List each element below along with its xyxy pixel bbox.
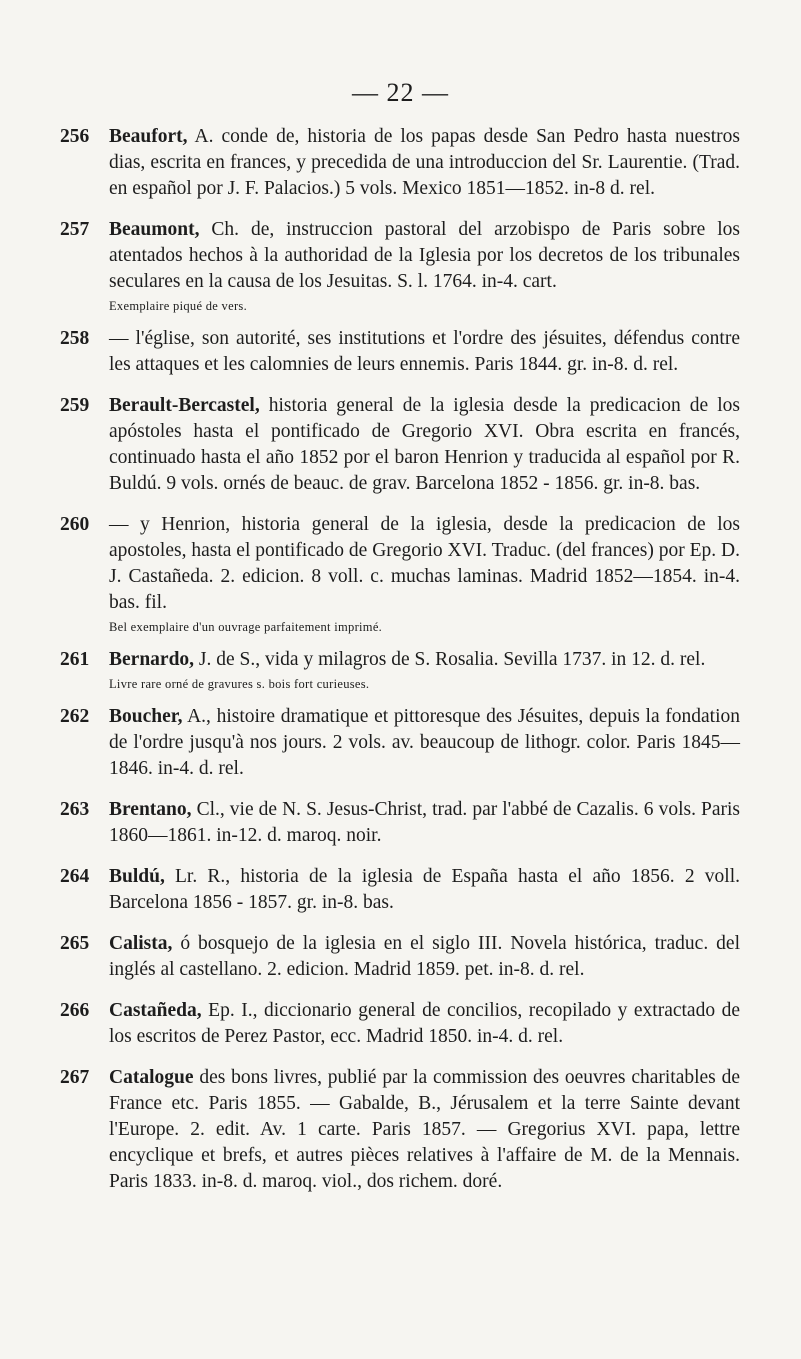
entry-text — [109, 864, 740, 916]
entry-number: 261 — [60, 649, 90, 670]
entry-number: 257 — [60, 219, 90, 240]
entry-number: 263 — [60, 799, 90, 820]
entry-text — [109, 393, 740, 497]
entry-author: Beaufort, — [109, 126, 188, 147]
entry-number: 267 — [60, 1067, 90, 1088]
entry-text — [109, 998, 740, 1050]
entry-text — [109, 124, 740, 202]
entry-number: 256 — [60, 126, 90, 147]
entry-description: A. conde de, historia de los papas desde San Pedro hasta nuestros dias, escrita en frances, y precedida de una introduccion del Sr. Laurentie. (Trad. en español por J. F. Palacios.) 5 vols. Mexico 1851—1852. in-8 d. rel. — [109, 126, 740, 199]
entry-description: Ch. de, instruccion pastoral del arzobispo de Paris sobre los atentados hechos à la authoridad de la Iglesia por los decretos de los tribunales seculares en la causa de los Jesuitas. S. l. 1764. in-4. cart. — [109, 219, 740, 292]
catalogue-entry — [60, 326, 740, 378]
entry-author: Brentano, — [109, 799, 192, 820]
catalogue-entry — [60, 864, 740, 916]
entry-description: J. de S., vida y milagros de S. Rosalia. Sevilla 1737. in 12. d. rel. — [194, 649, 706, 670]
entry-author: Boucher, — [109, 706, 183, 727]
entry-number: 260 — [60, 514, 90, 535]
entry-author: Berault-Bercastel, — [109, 395, 260, 416]
catalogue-entry — [60, 647, 740, 693]
entry-author: Castañeda, — [109, 1000, 202, 1021]
entry-description: Ep. I., diccionario general de concilios, recopilado y extractado de los escritos de Perez Pastor, ecc. Madrid 1850. in-4. d. rel. — [109, 1000, 740, 1047]
entry-number: 265 — [60, 933, 90, 954]
entry-note: Bel exemplaire d'un ouvrage parfaitement imprimé. — [109, 620, 383, 634]
entry-text — [109, 647, 740, 673]
entry-text — [109, 704, 740, 782]
catalogue-entry — [60, 931, 740, 983]
catalogue-entry — [60, 797, 740, 849]
entry-text — [109, 512, 740, 616]
entry-author: Bernardo, — [109, 649, 195, 670]
entry-number: 259 — [60, 395, 90, 416]
entry-note: Livre rare orné de gravures s. bois fort curieuses. — [109, 677, 370, 691]
entry-description: historia general de la iglesia desde la predicacion de los apóstoles hasta el pontificado de Gregorio XVI. Obra escrita en francés, continuado hasta el año 1852 por el baron Henrion y traducida al español por R. Buldú. 9 vols. ornés de beauc. de grav. Barcelona 1852 - 1856. gr. in-8. bas. — [109, 395, 740, 494]
page-number: — 22 — — [352, 78, 449, 107]
entry-number: 258 — [60, 328, 90, 349]
entry-description: A., histoire dramatique et pittoresque des Jésuites, depuis la fondation de l'ordre jusqu'à nos jours. 2 vols. av. beaucoup de lithogr. color. Paris 1845—1846. in-4. d. rel. — [109, 706, 740, 779]
entry-note: Exemplaire piqué de vers. — [109, 299, 248, 313]
entry-number: 262 — [60, 706, 90, 727]
entry-text — [109, 217, 740, 295]
entry-number: 264 — [60, 866, 90, 887]
catalogue-entry — [60, 998, 740, 1050]
entry-description: — l'église, son autorité, ses institutions et l'ordre des jésuites, défendus contre les attaques et les calomnies de leurs ennemis. Paris 1844. gr. in-8. d. rel. — [109, 328, 740, 375]
entry-text — [109, 931, 740, 983]
entry-description: des bons livres, publié par la commission des oeuvres charitables de France etc. Paris 1855. — Gabalde, B., Jérusalem et la terre Sainte devant l'Europe. 2. edit. Av. 1 carte. Paris 1857. — Gregorius XVI. papa, lettre encyclique et brefs, et autres pièces relatives à l'affaire de M. de la Mennais. Paris 1833. in-8. d. maroq. viol., dos richem. doré. — [109, 1067, 740, 1192]
catalogue-entry — [60, 124, 740, 202]
entry-description: ó bosquejo de la iglesia en el siglo III. Novela histórica, traduc. del inglés al castellano. 2. edicion. Madrid 1859. pet. in-8. d. rel. — [109, 933, 740, 980]
catalogue-entry — [60, 217, 740, 315]
entry-description: — y Henrion, historia general de la iglesia, desde la predicacion de los apostoles, hasta el pontificado de Gregorio XVI. Traduc. (del frances) por Ep. D. J. Castañeda. 2. edicion. 8 voll. c. muchas laminas. Madrid 1852—1854. in-4. bas. fil. — [109, 514, 740, 613]
catalogue-entry — [60, 512, 740, 636]
catalogue-entry — [60, 1065, 740, 1195]
entry-author: Beaumont, — [109, 219, 200, 240]
entry-text — [109, 326, 740, 378]
catalogue-entries — [60, 124, 740, 1210]
entry-author: Calista, — [109, 933, 173, 954]
entry-author: Catalogue — [109, 1067, 194, 1088]
entry-text — [109, 797, 740, 849]
catalogue-entry — [60, 393, 740, 497]
entry-text — [109, 1065, 740, 1195]
entry-author: Buldú, — [109, 866, 165, 887]
entry-description: Lr. R., historia de la iglesia de España hasta el año 1856. 2 voll. Barcelona 1856 - 1857. gr. in-8. bas. — [109, 866, 740, 913]
entry-number: 266 — [60, 1000, 90, 1021]
entry-description: Cl., vie de N. S. Jesus-Christ, trad. par l'abbé de Cazalis. 6 vols. Paris 1860—1861. in-12. d. maroq. noir. — [109, 799, 740, 846]
catalogue-entry — [60, 704, 740, 782]
